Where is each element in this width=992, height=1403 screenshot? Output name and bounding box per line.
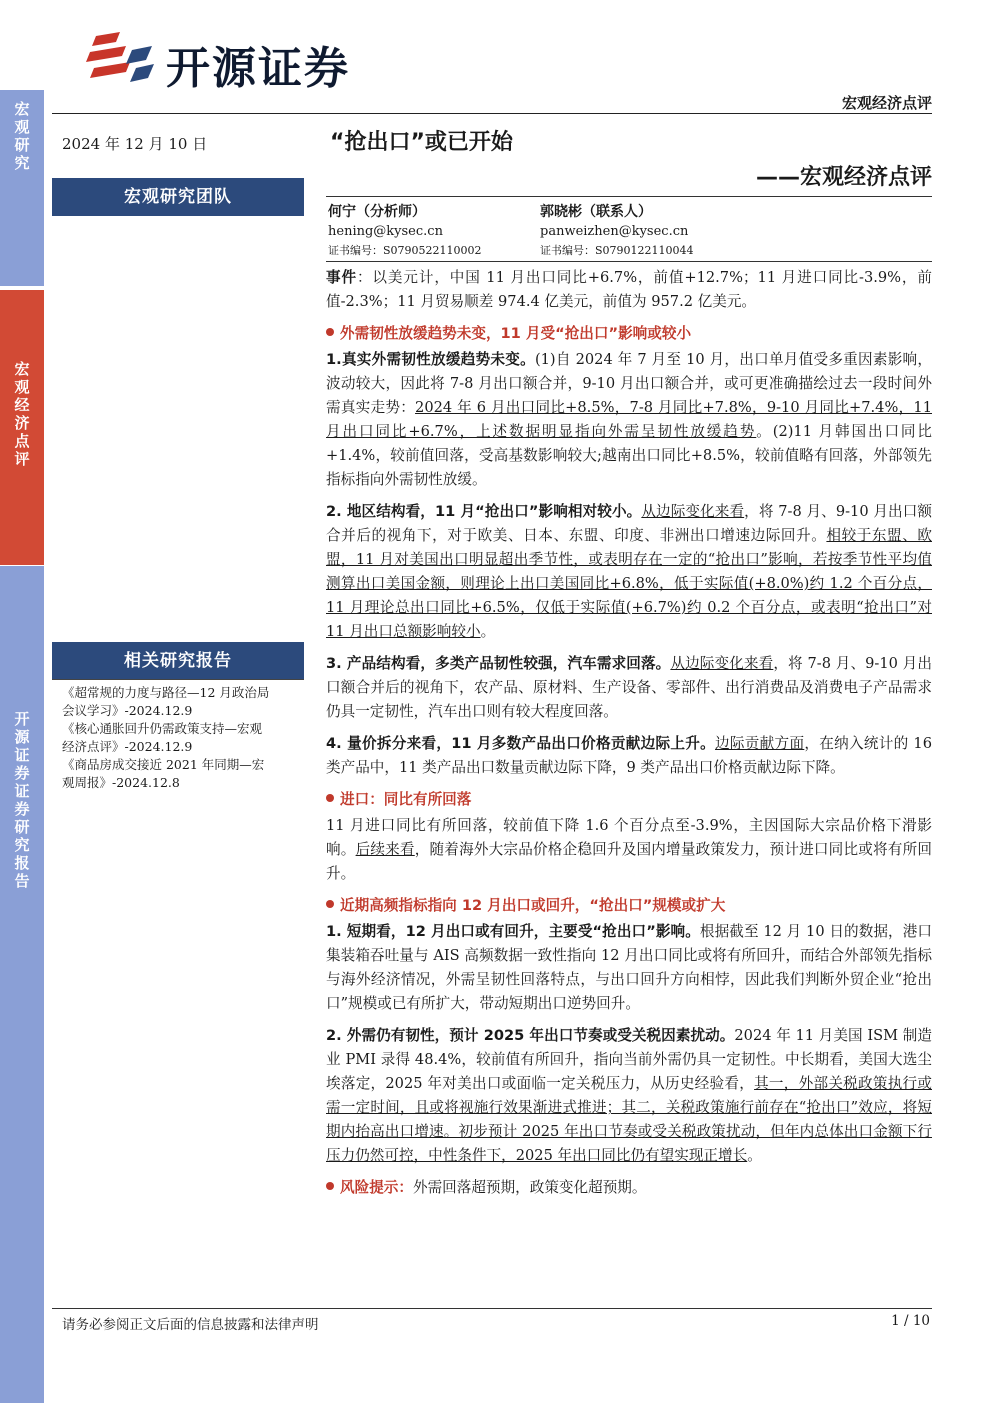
author-name: 何宁（分析师）: [328, 204, 426, 220]
author-email[interactable]: panweizhen@kysec.cn: [540, 224, 689, 239]
event-label: 事件: [326, 269, 357, 286]
related-divider: [52, 679, 304, 680]
author-cert: 证书编号：S0790522110002: [328, 244, 482, 257]
paragraph: 4. 量价拆分来看，11 月多数产品出口价格贡献边际上升。边际贡献方面，在纳入统计的 16 类产品中，11 类产品出口数量贡献边际下降，9 类产品出口价格贡献边际下降。: [326, 735, 932, 776]
author-2: [540, 203, 694, 260]
author-1: [328, 203, 482, 260]
side-label-securities-report: 开 源 证 券 证 券 研 究 报 告: [14, 710, 30, 890]
title-divider: [326, 196, 932, 197]
section-heading-outlook: 近期高频指标指向 12 月出口或回升，“抢出口”规模或扩大: [326, 894, 932, 918]
author-name: 郭晓彬（联系人）: [540, 204, 652, 220]
paragraph: 1. 短期看，12 月出口或有回升，主要受“抢出口”影响。根据截至 12 月 10 日的数据，港口集装箱吞吐量与 AIS 高频数据一致性指向 12 月出口同比或将有所回升，而结合外部领先指标与海外经济情况，外需呈韧性回落特点，与出口回升方向相悖，因此我们判断外贸企业“抢出口”规模或已有所扩大，带动短期出口逆势回升。: [326, 923, 932, 1012]
section-heading-import: 进口：同比有所回落: [326, 788, 932, 812]
risk-paragraph: 风险提示：外需回落超预期，政策变化超预期。: [326, 1176, 932, 1200]
related-report-line[interactable]: 《超常规的力度与路径—12 月政治局: [62, 685, 270, 700]
section-heading-export: 外需韧性放缓趋势未变，11 月受“抢出口”影响或较小: [326, 322, 932, 346]
report-body: [326, 266, 932, 1208]
related-report-line[interactable]: 经济点评》-2024.12.9: [62, 739, 193, 754]
footer-disclaimer: 请务必参阅正文后面的信息披露和法律声明: [62, 1317, 319, 1333]
related-panel-title: 相关研究报告: [52, 642, 304, 680]
bullet-icon: [326, 328, 334, 336]
header-category: 宏观经济点评: [841, 94, 932, 112]
bullet-icon: [326, 900, 334, 908]
paragraph: 2. 外需仍有韧性，预计 2025 年出口节奏或受关税因素扰动。2024 年 11 月美国 ISM 制造业 PMI 录得 48.4%，较前值有所回升，指向当前外需仍具一定韧性。中长期看，美国大选尘埃落定，2025 年对美出口或面临一定关税压力，从历史经验看，其一，外部关税政策执行或需一定时间，且或将视施行效果渐进式推进；其二，关税政策施行前存在“抢出口”效应，将短期内抬高出口增速。初步预计 2025 年出口节奏或受关税政策扰动，但年内总体出口金额下行压力仍然可控，中性条件下，2025 年出口同比仍有望实现正增长。: [326, 1027, 932, 1164]
report-date: 2024 年 12 月 10 日: [62, 135, 208, 153]
author-divider: [326, 261, 932, 262]
author-email[interactable]: hening@kysec.cn: [328, 224, 443, 239]
related-reports-list: [62, 684, 306, 792]
report-title: “抢出口”或已开始: [330, 130, 513, 155]
paragraph: 1.真实外需韧性放缓趋势未变。(1)自 2024 年 7 月至 10 月，出口单月值受多重因素影响，波动较大，因此将 7-8 月出口额合并，9-10 月出口额合并，或可更准确描绘过去一段时间外需真实走势：2024 年 6 月出口同比+8.5%，7-8 月同比+7.8%，9-10 月同比+7.4%，11 月出口同比+6.7%，上述数据明显指向外需呈韧性放缓趋势。(2)11 月韩国出口同比+1.4%，较前值回落，受高基数影响较大;越南出口同比+8.5%，较前值略有回落，外部领先指标指向外需韧性放缓。: [326, 351, 932, 488]
related-report-line[interactable]: 《商品房成交接近 2021 年同期—宏: [62, 757, 265, 772]
footer-divider: [52, 1308, 932, 1309]
bullet-icon: [326, 794, 334, 802]
author-cert: 证书编号：S0790122110044: [540, 244, 694, 257]
brand-name: 开源证券: [166, 43, 350, 94]
related-report-line[interactable]: 《核心通胀回升仍需政策支持—宏观: [62, 721, 263, 736]
side-band-bottom: [0, 566, 44, 1403]
related-report-line[interactable]: 观周报》-2024.12.8: [62, 775, 180, 790]
brand-logo: [86, 30, 386, 94]
event-paragraph: 事件：以美元计，中国 11 月出口同比+6.7%，前值+12.7%；11 月进口同比-3.9%，前值-2.3%；11 月贸易顺差 974.4 亿美元，前值为 957.2 亿美元。: [326, 269, 932, 310]
brand-logo-icon: [86, 30, 156, 86]
paragraph: 3. 产品结构看，多类产品韧性较强，汽车需求回落。从边际变化来看，将 7-8 月、9-10 月出口额合并后的视角下，农产品、原材料、生产设备、零部件、出行消费品及消费电子产品需求仍具一定韧性，汽车出口则有较大程度回落。: [326, 655, 932, 720]
report-subtitle: ——宏观经济点评: [755, 165, 932, 190]
header-divider: [52, 113, 932, 114]
team-panel-title: 宏观研究团队: [52, 178, 304, 216]
paragraph: 11 月进口同比有所回落，较前值下降 1.6 个百分点至-3.9%，主因国际大宗品价格下滑影响。后续来看，随着海外大宗品价格企稳回升及国内增量政策发力，预计进口同比或将有所回升。: [326, 817, 932, 882]
bullet-icon: [326, 1182, 334, 1190]
related-report-line[interactable]: 会议学习》-2024.12.9: [62, 703, 193, 718]
paragraph: 2. 地区结构看，11 月“抢出口”影响相对较小。从边际变化来看，将 7-8 月、9-10 月出口额合并后的视角下，对于欧美、日本、东盟、印度、非洲出口增速边际回升。相较于东盟、欧盟，11 月对美国出口明显超出季节性，或表明存在一定的“抢出口”影响，若按季节性平均值测算出口美国金额，则理论上出口美国同比+6.8%，低于实际值(+8.0%)约 1.2 个百分点，11 月理论总出口同比+6.5%，仅低于实际值(+6.7%)约 0.2 个百分点，或表明“抢出口”对 11 月出口总额影响较小。: [326, 503, 932, 640]
side-label-macro-research: 宏 观 研 究: [14, 100, 30, 172]
side-label-macro-review: 宏 观 经 济 点 评: [14, 360, 30, 468]
page-number: 1 / 10: [891, 1313, 930, 1329]
